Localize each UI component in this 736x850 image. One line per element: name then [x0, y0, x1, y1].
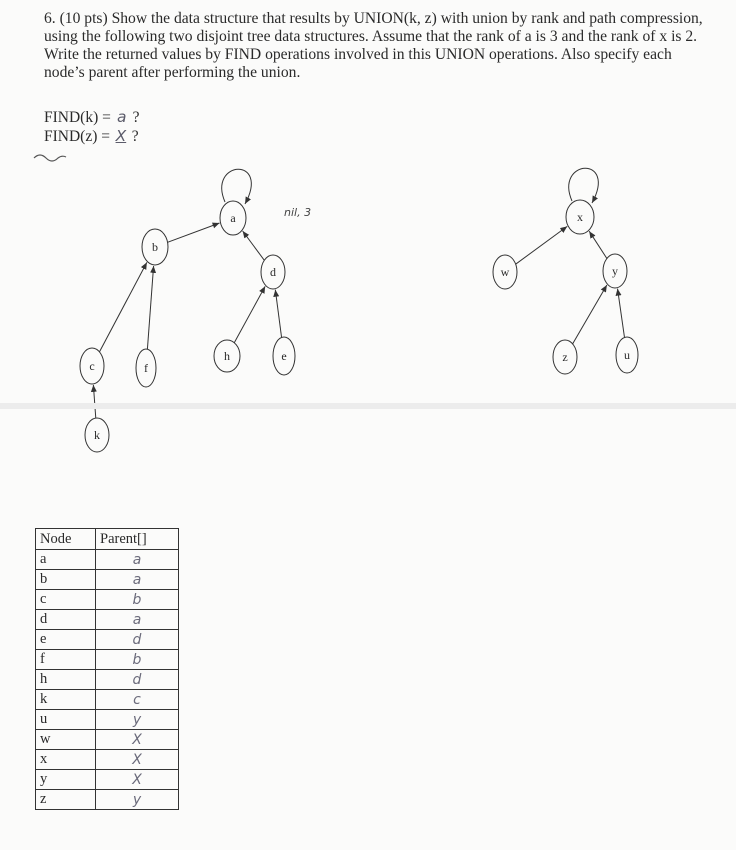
header-node: Node: [36, 529, 96, 550]
parent-cell: X: [96, 770, 179, 790]
edge-k-to-c: [93, 385, 95, 418]
parent-table: [35, 528, 179, 810]
edge-z-to-y: [573, 285, 607, 344]
parent-cell: d: [96, 670, 179, 690]
edge-h-to-d: [234, 286, 265, 342]
tree-node-w: [493, 255, 517, 289]
table-body: [36, 550, 179, 810]
node-label-d: d: [270, 265, 276, 279]
table-row: [36, 590, 179, 610]
rank-annotation: nil, 3: [284, 206, 312, 219]
table-row: [36, 570, 179, 590]
table-row: [36, 710, 179, 730]
node-cell: x: [36, 750, 96, 770]
node-label-f: f: [144, 361, 148, 375]
node-cell: a: [36, 550, 96, 570]
node-cell: d: [36, 610, 96, 630]
node-label-z: z: [562, 350, 568, 364]
node-label-a: a: [230, 211, 236, 225]
node-cell: y: [36, 770, 96, 790]
node-cell: c: [36, 590, 96, 610]
parent-cell: b: [96, 650, 179, 670]
node-label-x: x: [577, 210, 583, 224]
find-k-label: FIND(k) =: [44, 109, 111, 126]
parent-cell: a: [96, 610, 179, 630]
node-label-y: y: [612, 264, 618, 278]
parent-cell: d: [96, 630, 179, 650]
table-row: [36, 770, 179, 790]
tree-node-z: [553, 340, 577, 374]
find-z-mark: ?: [131, 128, 139, 145]
tree-node-d: [261, 255, 285, 289]
tree-node-f: [136, 349, 156, 387]
tree-node-b: [142, 229, 168, 265]
table-row: [36, 550, 179, 570]
tree-node-e: [273, 337, 295, 375]
table-row: [36, 630, 179, 650]
tree-node-x: [566, 200, 594, 234]
edge-f-to-b: [147, 266, 153, 349]
node-cell: e: [36, 630, 96, 650]
self-loop-a: [222, 169, 252, 204]
find-z-answer: X: [115, 127, 127, 145]
node-label-k: k: [94, 428, 100, 442]
node-label-b: b: [152, 240, 158, 254]
node-label-h: h: [224, 349, 230, 363]
table-row: [36, 790, 179, 810]
table-row: [36, 650, 179, 670]
node-label-c: c: [89, 359, 95, 373]
tree-edges: [93, 168, 624, 418]
parent-cell: b: [96, 590, 179, 610]
node-label-w: w: [500, 265, 510, 279]
find-k-mark: ?: [132, 109, 140, 126]
tree-node-u: [616, 337, 638, 373]
parent-cell: a: [96, 550, 179, 570]
node-cell: b: [36, 570, 96, 590]
edge-w-to-x: [516, 226, 568, 264]
node-label-u: u: [624, 348, 630, 362]
find-z-label: FIND(z) =: [44, 128, 110, 145]
tree-node-c: [80, 348, 104, 384]
table-row: [36, 670, 179, 690]
tree-node-k: [85, 418, 109, 452]
edge-c-to-b: [99, 262, 146, 352]
tree-node-h: [214, 340, 240, 372]
edge-b-to-a: [168, 223, 220, 242]
node-label-e: e: [281, 349, 287, 363]
edge-y-to-x: [589, 231, 607, 258]
self-loop-x: [569, 168, 599, 203]
parent-cell: c: [96, 690, 179, 710]
tree-node-a: [220, 201, 246, 235]
node-cell: w: [36, 730, 96, 750]
tree-nodes: [80, 200, 638, 452]
parent-cell: X: [96, 730, 179, 750]
parent-cell: y: [96, 710, 179, 730]
squiggle-mark: [34, 155, 66, 161]
table-row: [36, 610, 179, 630]
node-cell: k: [36, 690, 96, 710]
node-cell: u: [36, 710, 96, 730]
table-header-row: [36, 529, 179, 550]
header-parent: Parent[]: [96, 529, 179, 550]
table-row: [36, 730, 179, 750]
table-row: [36, 750, 179, 770]
node-cell: f: [36, 650, 96, 670]
parent-cell: X: [96, 750, 179, 770]
edge-d-to-a: [243, 231, 265, 260]
node-cell: h: [36, 670, 96, 690]
tree-node-y: [603, 254, 627, 288]
edge-e-to-d: [275, 290, 281, 338]
scan-artifact: [0, 403, 736, 409]
parent-cell: y: [96, 790, 179, 810]
edge-u-to-y: [618, 289, 625, 338]
node-cell: z: [36, 790, 96, 810]
question-text: 6. (10 pts) Show the data structure that results by UNION(k, z) with union by rank and path compression, using the following two disjoint tree data structures. Assume that the rank of a is 3 and the rank of x is 2. Write the returned values by FIND operations involved in this UNION operations. Also specify each node’s parent after performing the union.: [44, 10, 703, 81]
find-k-answer: a: [116, 108, 127, 126]
parent-cell: a: [96, 570, 179, 590]
table-row: [36, 690, 179, 710]
